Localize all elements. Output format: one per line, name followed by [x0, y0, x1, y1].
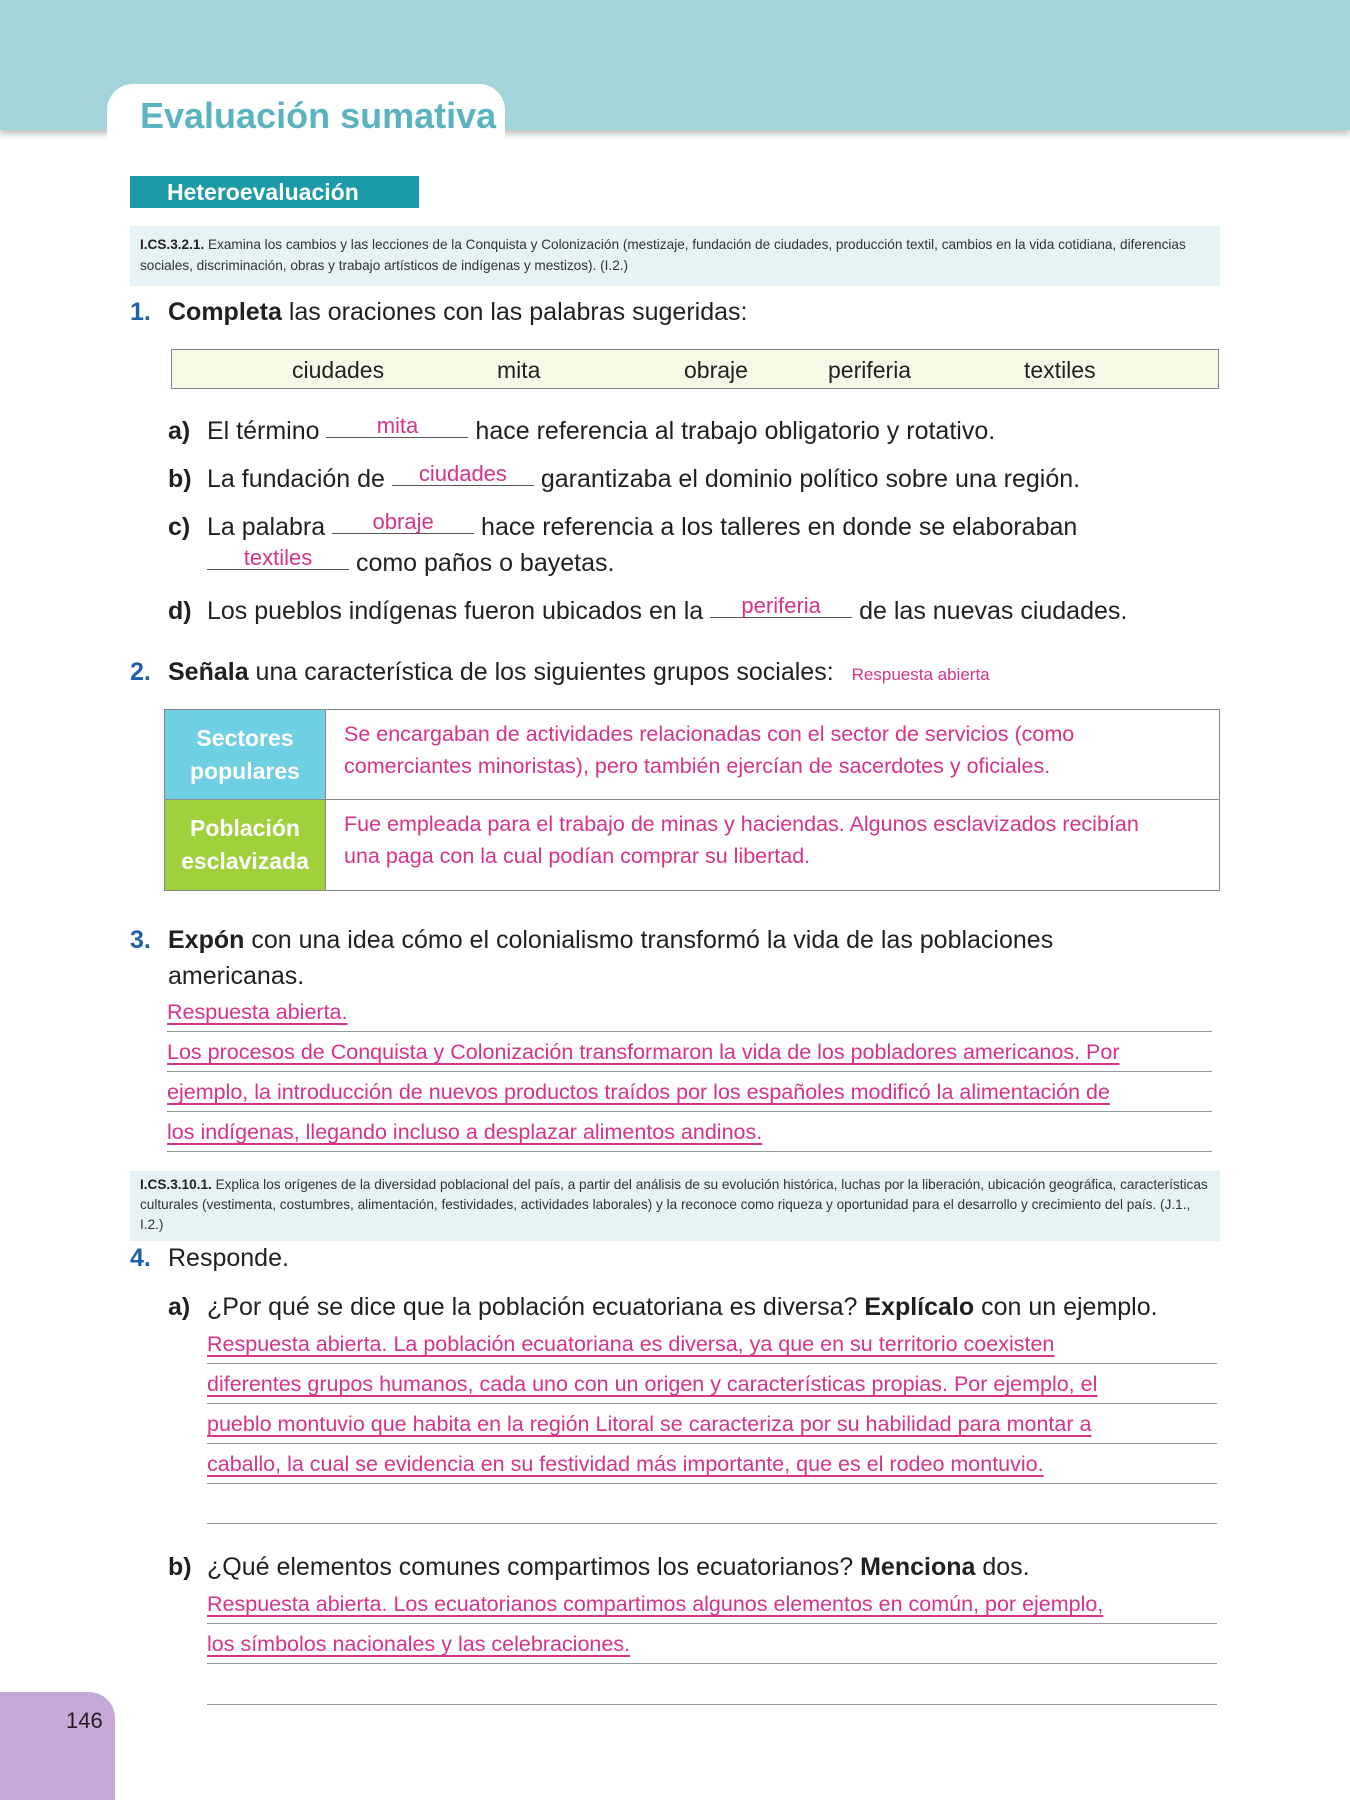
item-letter: a): [168, 417, 191, 445]
word-bank: [171, 349, 1219, 389]
question-number: 3.: [130, 926, 151, 954]
indicator-code: I.CS.3.10.1.: [140, 1177, 212, 1192]
answer-blank[interactable]: mita: [326, 415, 468, 438]
item-letter: a): [168, 1293, 191, 1321]
answer-line: Fue empleada para el trabajo de minas y haciendas. Algunos esclavizados recibían: [344, 812, 1139, 836]
question-1: [130, 298, 747, 327]
item-4a: [168, 1293, 1158, 1322]
indicator-code: I.CS.3.2.1.: [140, 237, 205, 252]
word: mita: [497, 357, 541, 383]
item-letter: d): [168, 597, 192, 625]
question-text: Responde.: [168, 1244, 289, 1272]
item-text: con un ejemplo.: [974, 1293, 1158, 1321]
row-header-line: Sectores: [196, 725, 294, 751]
item-text: de las nuevas ciudades.: [852, 597, 1128, 625]
answer-line: Se encargaban de actividades relacionadas con el sector de servicios (como: [344, 722, 1075, 746]
row-header-line: esclavizada: [181, 848, 309, 874]
answer-line-empty[interactable]: [207, 1673, 1217, 1705]
item-letter: b): [168, 1553, 192, 1581]
answer-line[interactable]: caballo, la cual se evidencia en su festividad más importante, que es el rodeo montuvio.: [207, 1452, 1217, 1484]
page-number: 146: [66, 1708, 103, 1733]
question-number: 2.: [130, 658, 151, 686]
question-3: [130, 926, 1053, 955]
item-letter: c): [168, 513, 191, 541]
question-4: [130, 1244, 289, 1273]
item-text: dos.: [975, 1553, 1030, 1581]
item-text: ¿Qué elementos comunes compartimos los ecuatorianos?: [207, 1553, 861, 1581]
answer-line[interactable]: Respuesta abierta.: [167, 1000, 1212, 1032]
row-header: [165, 710, 325, 799]
question-text: con una idea cómo el colonialismo transformó la vida de las poblaciones: [244, 926, 1054, 954]
question-verb: Expón: [168, 926, 245, 954]
indicator-box: [130, 1171, 1220, 1241]
section-label: Heteroevaluación: [130, 176, 419, 208]
answer-line[interactable]: los símbolos nacionales y las celebraciones.: [207, 1632, 1217, 1664]
answer-line[interactable]: los indígenas, llegando incluso a desplazar alimentos andinos.: [167, 1120, 1212, 1152]
word: periferia: [828, 357, 912, 383]
answer-line[interactable]: pueblo montuvio que habita en la región Litoral se caracteriza por su habilidad para montar a: [207, 1412, 1217, 1444]
question-text: las oraciones con las palabras sugeridas:: [281, 298, 748, 326]
row-answer[interactable]: [325, 710, 1219, 799]
question-2: [130, 658, 990, 687]
row-header-line: populares: [190, 758, 300, 784]
indicator-box: [130, 226, 1220, 286]
item-text: garantizaba el dominio político sobre una región.: [533, 465, 1081, 493]
item-verb: Menciona: [860, 1553, 976, 1581]
table-row: [165, 710, 1219, 800]
table-row: [165, 800, 1219, 890]
item-c-cont: [207, 545, 615, 578]
question-verb: Completa: [168, 298, 282, 326]
row-header: [165, 800, 325, 890]
indicator-text: Explica los orígenes de la diversidad poblacional del país, a partir del análisis de su evolución histórica, luchas por la liberación, ubicación geográfica, características culturales (vestimenta, costumbres, alimentación, festividades, actividades laborales) y la reconoce como riqueza y oportunidad para el desarrollo y crecimiento del país. (J.1., I.2.): [140, 1177, 1208, 1232]
row-answer[interactable]: [325, 800, 1219, 890]
word: textiles: [1024, 357, 1096, 383]
answer-blank[interactable]: ciudades: [392, 463, 534, 486]
answer-blank[interactable]: textiles: [207, 547, 349, 570]
question-number: 4.: [130, 1244, 151, 1272]
item-text: hace referencia a los talleres en donde se elaboraban: [474, 513, 1078, 541]
page-title: Evaluación sumativa: [140, 95, 497, 136]
answer-blank[interactable]: obraje: [332, 511, 474, 534]
item-verb: Explícalo: [864, 1293, 975, 1321]
word: ciudades: [292, 357, 385, 383]
item-letter: b): [168, 465, 192, 493]
item-text: Los pueblos indígenas fueron ubicados en la: [207, 597, 711, 625]
item-c: [168, 509, 1078, 542]
question-text-cont: americanas.: [168, 962, 305, 990]
indicator-text: Examina los cambios y las lecciones de la Conquista y Colonización (mestizaje, fundación de ciudades, producción textil, cambios en la vida cotidiana, diferencias sociales, discriminación, obras y trabajo artísticos de indígenas y mestizos). (I.2.): [140, 237, 1186, 273]
row-header-line: Población: [190, 815, 300, 841]
item-d: [168, 593, 1128, 626]
word: obraje: [684, 357, 748, 383]
question-verb: Señala: [168, 658, 249, 686]
answer-line: una paga con la cual podían comprar su libertad.: [344, 844, 811, 868]
item-text: La palabra: [207, 513, 333, 541]
answer-line: comerciantes minoristas), pero también ejercían de sacerdotes y oficiales.: [344, 754, 1051, 778]
item-text: La fundación de: [207, 465, 392, 493]
answer-line-empty[interactable]: [207, 1492, 1217, 1524]
answer-line[interactable]: Respuesta abierta. La población ecuatoriana es diversa, ya que en su territorio coexisten: [207, 1332, 1217, 1364]
answer-line[interactable]: Respuesta abierta. Los ecuatorianos compartimos algunos elementos en común, por ejemplo,: [207, 1592, 1217, 1624]
item-a: [168, 413, 996, 446]
answer-line[interactable]: ejemplo, la introducción de nuevos productos traídos por los españoles modificó la alimentación de: [167, 1080, 1212, 1112]
answer-note: Respuesta abierta: [851, 665, 990, 684]
item-text: como paños o bayetas.: [349, 549, 615, 577]
item-text: ¿Por qué se dice que la población ecuatoriana es diversa?: [207, 1293, 865, 1321]
item-b: [168, 461, 1081, 494]
answer-line[interactable]: Los procesos de Conquista y Colonización transformaron la vida de los pobladores americanos. Por: [167, 1040, 1212, 1072]
item-text: El término: [207, 417, 327, 445]
question-number: 1.: [130, 298, 151, 326]
answer-line[interactable]: diferentes grupos humanos, cada uno con un origen y características propias. Por ejemplo, el: [207, 1372, 1217, 1404]
item-text: hace referencia al trabajo obligatorio y rotativo.: [468, 417, 996, 445]
answer-blank[interactable]: periferia: [710, 595, 852, 618]
question-text: una característica de los siguientes grupos sociales:: [248, 658, 834, 686]
social-groups-table: [164, 709, 1220, 891]
item-4b: [168, 1553, 1030, 1582]
